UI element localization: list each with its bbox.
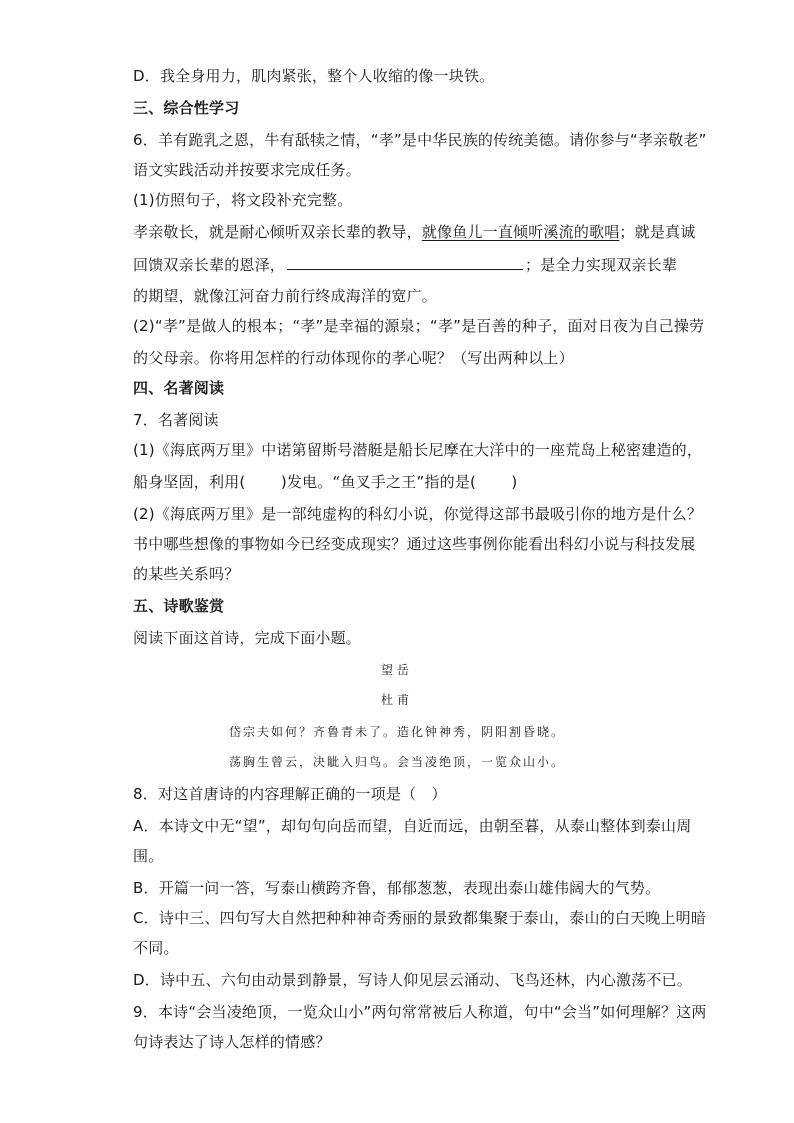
section-heading-3: 三、综合性学习 [133,99,240,117]
question-8-title: 8．对这首唐诗的内容理解正确的一项是（ ） [133,785,447,803]
section-heading-4: 四、名著阅读 [133,379,225,397]
option-d-text: D．我全身用力，肌肉紧张，整个人收缩的像一块铁。 [133,67,495,85]
section-heading-5: 五、诗歌鉴赏 [133,597,225,615]
poem-line-2: 荡胸生曾云，决眦入归鸟。会当凌绝顶，一览众山小。 [228,755,565,769]
question-9-line-1: 9．本诗“会当凌绝顶，一览众山小”两句常常被后人称道，句中“会当”如何理解？这两 [133,1003,707,1021]
passage-text: 回馈双亲长辈的恩泽， [133,256,286,274]
option-d: D．诗中五、六句由动景到静景，写诗人仰见层云涌动、飞鸟还林，内心激荡不已。 [133,971,692,989]
example-underlined-sentence: 就像鱼儿一直倾听溪流的歌唱 [421,223,620,241]
poem-instruction: 阅读下面这首诗，完成下面小题。 [133,629,362,647]
question-6-line-2: 语文实践活动并按要求完成任务。 [133,161,362,179]
question-6-subtask-2-line-2: 的父母亲。你将用怎样的行动体现你的孝心呢？（写出两种以上） [133,349,574,367]
passage-line-1 [133,222,695,242]
question-7-subtask-2-line-1: (2)《海底两万里》是一部纯虚构的科幻小说，你觉得这部书最吸引你的地方是什么？ [133,505,703,523]
question-7-subtask-2-line-3: 的某些关系吗？ [133,565,240,583]
option-a-line-2: 围。 [133,847,164,865]
passage-text: 孝亲敬长，就是耐心倾听双亲长辈的教导， [133,223,422,241]
question-6-subtask-2-line-1: (2)“孝”是做人的根本；“孝”是幸福的源泉；“孝”是百善的种子，面对日夜为自己操劳 [133,317,705,335]
option-c-line-1: C．诗中三、四句写大自然把种种神奇秀丽的景致都集聚于泰山，泰山的白天晚上明暗 [133,909,707,927]
question-7-subtask-1-line-2: 船身坚固，利用( )发电。“鱼叉手之王”指的是( ) [133,473,518,491]
poem-line-1: 岱宗夫如何？齐鲁青未了。造化钟神秀，阴阳割昏晓。 [228,725,565,739]
question-9-line-2: 句诗表达了诗人怎样的情感？ [133,1033,331,1051]
question-7-title: 7．名著阅读 [133,411,219,429]
fill-in-blank[interactable] [287,254,523,270]
question-6-subtask-1: (1)仿照句子，将文段补充完整。 [133,191,353,209]
passage-text: ；就是真诚 [619,223,696,241]
option-b: B．开篇一问一答，写泰山横跨齐鲁，郁郁葱葱，表现出泰山雄伟阔大的气势。 [133,879,661,897]
poem-author: 杜甫 [380,693,413,707]
option-c-line-2: 不同。 [133,939,179,957]
poem-title: 望岳 [380,663,413,677]
question-6-line-1: 6．羊有跪乳之恩，牛有舐犊之情，“孝”是中华民族的传统美德。请你参与“孝亲敬老” [133,131,707,149]
option-a-line-1: A．本诗文中无“望”，却句句向岳而望，自近而远，由朝至暮，从泰山整体到泰山周 [133,817,692,835]
question-7-subtask-2-line-2: 书中哪些想像的事物如今已经变成现实？通过这些事例你能看出科幻小说与科技发展 [133,535,696,553]
passage-line-2 [133,254,677,275]
passage-text: ；是全力实现双亲长辈 [525,256,678,274]
question-7-subtask-1-line-1: (1)《海底两万里》中诺第留斯号潜艇是船长尼摩在大洋中的一座荒岛上秘密建造的， [133,441,703,459]
passage-line-3: 的期望，就像江河奋力前行终成海洋的宽广。 [133,287,438,305]
